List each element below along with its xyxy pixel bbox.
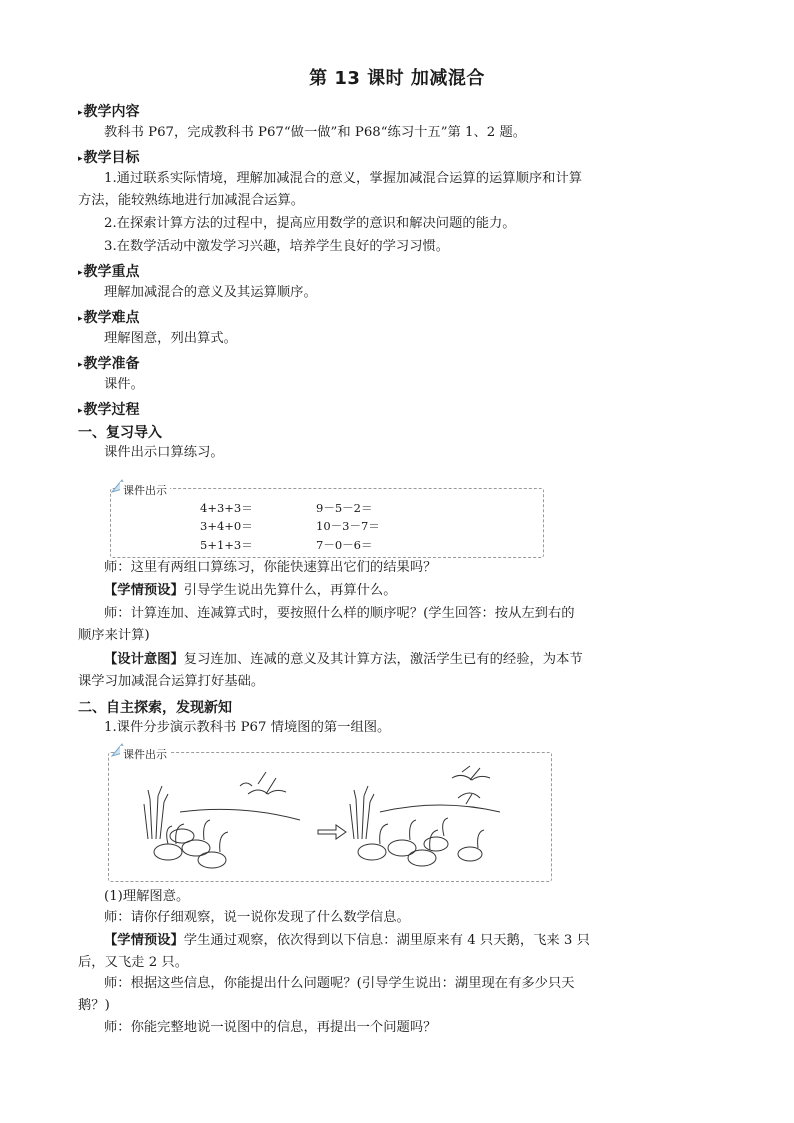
paragraph: 师：你能完整地说一说图中的信息，再提出一个问题吗？ xyxy=(104,1020,437,1035)
content-text: 教科书 P67，完成教科书 P67“做一做”和 P68“练习十五”第 1、2 题。 xyxy=(104,125,527,140)
section-heading-process: ▸教学过程 xyxy=(78,402,140,418)
goal-line: 1.通过联系实际情境，理解加减混合的意义，掌握加减混合运算的运算顺序和计算 xyxy=(104,171,583,186)
section-heading-content: ▸教学内容 xyxy=(78,104,140,120)
equation: 5+1+3＝ xyxy=(200,538,253,552)
part1-heading: 一、复习导入 xyxy=(78,425,162,441)
swan-group-icon xyxy=(358,818,484,866)
equation: 10－3－7＝ xyxy=(316,519,380,533)
paragraph: 鹅？) xyxy=(78,998,110,1013)
page-title: 第 13 课时 加减混合 xyxy=(309,68,485,89)
lake-shore-line xyxy=(380,805,500,812)
swan-scene-illustration xyxy=(140,764,540,874)
paragraph: 师：这里有两组口算练习，你能快速算出它们的结果吗？ xyxy=(104,560,437,575)
flying-swan-icon xyxy=(452,766,490,804)
reed-icon xyxy=(144,786,168,839)
paragraph: 顺序来计算) xyxy=(78,628,150,643)
paragraph: 师：计算连加、连减算式时，要按照什么样的顺序呢？(学生回答：按从左到右的 xyxy=(104,606,575,621)
equation: 9－5－2＝ xyxy=(316,501,373,515)
section-heading-prep: ▸教学准备 xyxy=(78,356,140,372)
reed-icon xyxy=(350,786,374,839)
paragraph: 【学情预设】学生通过观察，依次得到以下信息：湖里原来有 4 只天鹅，飞来 3 只 xyxy=(104,933,590,948)
paragraph: 【设计意图】复习连加、连减的意义及其计算方法，激活学生已有的经验，为本节 xyxy=(104,652,583,667)
paragraph: 【学情预设】引导学生说出先算什么，再算什么。 xyxy=(104,583,397,598)
paragraph: 课学习加减混合运算打好基础。 xyxy=(78,674,265,689)
tag: 【设计意图】 xyxy=(104,652,184,667)
key-text: 理解加减混合的意义及其运算顺序。 xyxy=(104,285,317,300)
tag: 【学情预设】 xyxy=(104,933,184,948)
part2-intro: 1.课件分步演示教科书 P67 情境图的第一组图。 xyxy=(104,720,391,735)
arrow-right-icon xyxy=(318,825,346,839)
goal-line: 3.在数学活动中激发学习兴趣，培养学生良好的学习习惯。 xyxy=(104,239,450,254)
paragraph: 师：根据这些信息，你能提出什么问题呢？(引导学生说出：湖里现在有多少只天 xyxy=(104,976,575,991)
paragraph: 后，又飞走 2 只。 xyxy=(78,955,188,970)
goal-line: 方法，能较熟练地进行加减混合运算。 xyxy=(78,193,305,208)
lake-shore-line xyxy=(180,809,300,820)
equation: 7－0－6＝ xyxy=(316,538,373,552)
paragraph: (1)理解图意。 xyxy=(104,889,190,904)
goal-line: 2.在探索计算方法的过程中，提高应用数学的意识和解决问题的能力。 xyxy=(104,216,516,231)
section-heading-key: ▸教学重点 xyxy=(78,264,140,280)
tag: 【学情预设】 xyxy=(104,583,184,598)
part1-intro: 课件出示口算练习。 xyxy=(104,445,224,460)
box-label: 课件出示 xyxy=(120,482,170,498)
prep-text: 课件。 xyxy=(104,377,144,392)
equation: 3+4+0＝ xyxy=(200,519,253,533)
swan-group-icon xyxy=(154,820,228,868)
flying-swan-icon xyxy=(240,772,286,794)
section-heading-goals: ▸教学目标 xyxy=(78,150,140,166)
section-heading-difficult: ▸教学难点 xyxy=(78,310,140,326)
box-label: 课件出示 xyxy=(120,746,170,762)
difficult-text: 理解图意，列出算式。 xyxy=(104,331,237,346)
part2-heading: 二、自主探索，发现新知 xyxy=(78,700,232,716)
equation: 4+3+3＝ xyxy=(200,501,253,515)
paragraph: 师：请你仔细观察，说一说你发现了什么数学信息。 xyxy=(104,910,410,925)
